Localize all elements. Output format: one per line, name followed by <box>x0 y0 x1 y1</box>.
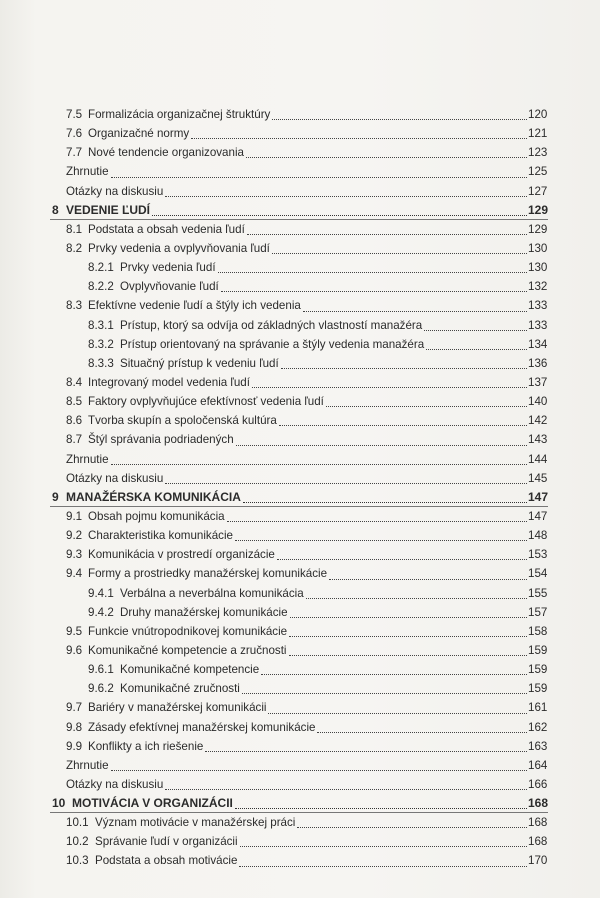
toc-entry-title: Komunikačné zručnosti <box>120 682 240 696</box>
toc-entry-row[interactable] <box>0 182 600 201</box>
dot-leader <box>277 559 527 560</box>
toc-page-number: 159 <box>528 643 548 657</box>
toc-entry-number: 8.7 <box>66 433 83 447</box>
toc-page-number: 129 <box>528 222 548 236</box>
toc-page-number: 168 <box>528 796 549 811</box>
toc-entry-row[interactable] <box>0 354 600 373</box>
toc-entry-title: Prvky vedenia a ovplyvňovania ľudí <box>88 241 270 255</box>
toc-page-number: 127 <box>528 184 548 198</box>
toc-entry-number: 9.4 <box>66 567 83 581</box>
dot-leader <box>297 827 527 828</box>
toc-entry-row[interactable] <box>0 564 600 583</box>
toc-entry-row[interactable] <box>0 450 600 469</box>
toc-entry-row[interactable] <box>0 698 600 717</box>
toc-page-number: 132 <box>528 280 548 294</box>
toc-page-number: 133 <box>528 299 548 313</box>
toc-entry-row[interactable] <box>0 220 600 239</box>
toc-entry-number: 8.6 <box>66 414 83 428</box>
dot-leader <box>111 177 527 178</box>
toc-page-number: 162 <box>528 720 548 734</box>
toc-entry-row[interactable] <box>0 718 600 737</box>
toc-entry-title: Význam motivácie v manažérskej práci <box>95 816 296 830</box>
toc-page-number: 145 <box>528 471 548 485</box>
toc-page-number: 147 <box>528 509 548 523</box>
toc-entry-row[interactable] <box>0 392 600 411</box>
toc-page-number: 163 <box>528 739 548 753</box>
dot-leader <box>111 770 527 771</box>
toc-entry-title: Charakteristika komunikácie <box>88 529 233 543</box>
dot-leader <box>252 387 527 388</box>
toc-entry-number: 7.6 <box>66 127 83 141</box>
dot-leader <box>165 483 527 484</box>
toc-entry-row[interactable] <box>0 162 600 181</box>
toc-entry-row[interactable] <box>0 660 600 679</box>
toc-entry-title: MOTIVÁCIA V ORGANIZÁCII <box>72 796 233 811</box>
dot-leader <box>289 636 527 637</box>
toc-entry-title: Obsah pojmu komunikácia <box>88 509 225 523</box>
toc-entry-number: 9.4.2 <box>88 605 114 619</box>
toc-entry-number: 8.5 <box>66 395 83 409</box>
toc-entry-row[interactable] <box>0 124 600 143</box>
toc-page-number: 134 <box>528 337 548 351</box>
toc-entry-row[interactable] <box>0 584 600 603</box>
toc-entry-number: 9.6.1 <box>88 663 114 677</box>
dot-leader <box>165 196 527 197</box>
toc-page-number: 154 <box>528 567 548 581</box>
toc-entry-number: 9.5 <box>66 624 83 638</box>
toc-entry-title: Formy a prostriedky manažérskej komunikácie <box>88 567 328 581</box>
toc-entry-row[interactable] <box>0 373 600 392</box>
dot-leader <box>272 119 527 120</box>
dot-leader <box>329 579 527 580</box>
toc-entry-row[interactable] <box>0 430 600 449</box>
toc-entry-number: 8.2.1 <box>88 261 114 275</box>
toc-page-number: 168 <box>528 835 548 849</box>
dot-leader <box>326 406 527 407</box>
toc-page-number: 159 <box>528 663 548 677</box>
toc-entry-title: Konflikty a ich riešenie <box>88 739 204 753</box>
toc-entry-row[interactable] <box>0 105 600 124</box>
toc-entry-row[interactable] <box>0 813 600 832</box>
toc-entry-number: 9.6 <box>66 643 83 657</box>
toc-entry-title: Tvorba skupín a spoločenská kultúra <box>88 414 277 428</box>
toc-page-number: 140 <box>528 395 548 409</box>
toc-entry-title: Otázky na diskusiu <box>66 777 164 791</box>
toc-page-number: 168 <box>528 816 548 830</box>
toc-entry-title: Podstata a obsah motivácie <box>95 854 238 868</box>
toc-entry-title: Zhrnutie <box>66 165 109 179</box>
dot-leader <box>165 789 527 790</box>
toc-entry-row[interactable] <box>0 851 600 870</box>
toc-entry-row[interactable] <box>0 277 600 296</box>
toc-page-number: 130 <box>528 261 548 275</box>
toc-entry-row[interactable] <box>0 526 600 545</box>
toc-entry-number: 8.2 <box>66 241 83 255</box>
toc-entry-row[interactable] <box>0 258 600 277</box>
toc-entry-title: Faktory ovplyvňujúce efektívnosť vedenia ľudí <box>88 395 324 409</box>
dot-leader <box>205 751 527 752</box>
toc-page-number: 144 <box>528 452 548 466</box>
toc-entry-title: Komunikačné kompetencie a zručnosti <box>88 643 287 657</box>
toc-entry-row[interactable] <box>0 679 600 698</box>
toc-entry-title: Komunikačné kompetencie <box>120 663 260 677</box>
toc-entry-title: Otázky na diskusiu <box>66 471 164 485</box>
toc-entry-number: 9.7 <box>66 701 83 715</box>
toc-entry-title: Bariéry v manažérskej komunikácii <box>88 701 267 715</box>
toc-entry-row[interactable] <box>0 832 600 851</box>
toc-entry-title: Formalizácia organizačnej štruktúry <box>88 108 271 121</box>
dot-leader <box>221 291 527 292</box>
toc-page-number: 123 <box>528 146 548 160</box>
toc-entry-title: Otázky na diskusiu <box>66 184 164 198</box>
toc-entry-title: Verbálna a neverbálna komunikácia <box>120 586 304 600</box>
toc-page-number: 125 <box>528 165 548 179</box>
toc-page-number: 121 <box>528 127 548 141</box>
toc-entry-number: 9.1 <box>66 509 83 523</box>
dot-leader <box>235 808 527 809</box>
toc-entry-number: 8 <box>52 202 59 217</box>
toc-page-number: 155 <box>528 586 548 600</box>
toc-entry-number: 7.7 <box>66 146 83 160</box>
dot-leader <box>424 330 527 331</box>
toc-entry-number: 8.4 <box>66 375 83 389</box>
dot-leader <box>243 502 527 503</box>
dot-leader <box>247 234 527 235</box>
dot-leader <box>240 846 527 847</box>
toc-page-number: 137 <box>528 375 548 389</box>
toc-entry-number: 10 <box>52 796 66 811</box>
toc-page-number: 130 <box>528 241 548 255</box>
dot-leader <box>272 253 527 254</box>
toc-page-number: 129 <box>528 202 549 217</box>
toc-page-number: 170 <box>528 854 548 868</box>
toc-page-number: 157 <box>528 605 548 619</box>
toc-entry-number: 10.1 <box>66 816 89 830</box>
dot-leader <box>242 693 527 694</box>
toc-entry-row[interactable] <box>0 316 600 335</box>
toc-entry-title: VEDENIE ĽUDÍ <box>66 202 151 217</box>
toc-page-number: 148 <box>528 529 548 543</box>
toc-chapter-row[interactable] <box>0 201 600 220</box>
toc-chapter-row[interactable] <box>0 488 600 507</box>
toc-page-number: 147 <box>528 489 549 504</box>
toc-entry-number: 7.5 <box>66 108 83 121</box>
toc-entry-title: Situačný prístup k vedeniu ľudí <box>120 356 279 370</box>
toc-entry-title: Nové tendencie organizovania <box>88 146 244 160</box>
toc-page-number: 153 <box>528 548 548 562</box>
dot-leader <box>261 674 527 675</box>
toc-page-number: 159 <box>528 682 548 696</box>
toc-entry-row[interactable] <box>0 296 600 315</box>
toc-entry-title: Prístup, ktorý sa odvíja od základných vlastností manažéra <box>120 318 423 332</box>
toc-entry-row[interactable] <box>0 641 600 660</box>
toc-entry-number: 9 <box>52 489 59 504</box>
toc-page-number: 120 <box>528 108 548 121</box>
toc-entry-row[interactable] <box>0 545 600 564</box>
toc-entry-title: Štýl správania podriadených <box>88 433 234 447</box>
toc-entry-number: 9.6.2 <box>88 682 114 696</box>
toc-entry-row[interactable] <box>0 756 600 775</box>
dot-leader <box>426 349 527 350</box>
dot-leader <box>289 655 527 656</box>
dot-leader <box>111 464 527 465</box>
toc-entry-title: Druhy manažérskej komunikácie <box>120 605 288 619</box>
toc-entry-title: Integrovaný model vedenia ľudí <box>88 375 250 389</box>
toc-page-number: 133 <box>528 318 548 332</box>
toc-entry-title: Funkcie vnútropodnikovej komunikácie <box>88 624 288 638</box>
toc-entry-number: 9.2 <box>66 529 83 543</box>
dot-leader <box>246 157 527 158</box>
dot-leader <box>281 368 527 369</box>
toc-entry-title: Efektívne vedenie ľudí a štýly ich vedenia <box>88 299 301 313</box>
toc-entry-number: 9.4.1 <box>88 586 114 600</box>
dot-leader <box>317 732 527 733</box>
toc-entry-row[interactable] <box>0 335 600 354</box>
toc-entry-title: Zhrnutie <box>66 452 109 466</box>
toc-entry-row[interactable] <box>0 737 600 756</box>
toc-entry-row[interactable] <box>0 507 600 526</box>
dot-leader <box>239 866 527 867</box>
toc-entry-title: Zhrnutie <box>66 758 109 772</box>
toc-entry-number: 10.2 <box>66 835 89 849</box>
toc-entry-title: Zásady efektívnej manažérskej komunikácie <box>88 720 316 734</box>
dot-leader <box>236 445 527 446</box>
toc-page-number: 161 <box>528 701 548 715</box>
dot-leader <box>279 425 527 426</box>
toc-entry-row[interactable] <box>0 622 600 641</box>
dot-leader <box>290 617 527 618</box>
toc-page-number: 142 <box>528 414 548 428</box>
toc-entry-row[interactable] <box>0 775 600 794</box>
toc-entry-title: Prvky vedenia ľudí <box>120 261 216 275</box>
dot-leader <box>191 138 527 139</box>
toc-entry-number: 8.3.2 <box>88 337 114 351</box>
toc-entry-number: 10.3 <box>66 854 89 868</box>
toc-page-number: 136 <box>528 356 548 370</box>
toc-entry-number: 8.3.3 <box>88 356 114 370</box>
toc-entry-title: Komunikácia v prostredí organizácie <box>88 548 275 562</box>
dot-leader <box>227 521 527 522</box>
toc-entry-row[interactable] <box>0 239 600 258</box>
toc-entry-row[interactable] <box>0 411 600 430</box>
toc-entry-row[interactable] <box>0 143 600 162</box>
toc-page-number: 164 <box>528 758 548 772</box>
toc-entry-number: 8.1 <box>66 222 83 236</box>
toc-entry-title: MANAŽÉRSKA KOMUNIKÁCIA <box>66 489 241 504</box>
toc-entry-row[interactable] <box>0 603 600 622</box>
dot-leader <box>235 540 527 541</box>
toc-entry-number: 9.8 <box>66 720 83 734</box>
toc-page-number: 158 <box>528 624 548 638</box>
toc-entry-number: 8.3.1 <box>88 318 114 332</box>
dot-leader <box>152 215 527 216</box>
toc-entry-number: 8.3 <box>66 299 83 313</box>
toc-entry-title: Správanie ľudí v organizácii <box>95 835 238 849</box>
toc-page-number: 166 <box>528 777 548 791</box>
table-of-contents <box>0 105 600 871</box>
dot-leader <box>303 311 527 312</box>
toc-entry-row[interactable] <box>0 469 600 488</box>
toc-page-number: 143 <box>528 433 548 447</box>
toc-entry-title: Ovplyvňovanie ľudí <box>120 280 219 294</box>
toc-entry-title: Podstata a obsah vedenia ľudí <box>88 222 245 236</box>
dot-leader <box>218 272 527 273</box>
toc-entry-number: 9.9 <box>66 739 83 753</box>
toc-entry-title: Organizačné normy <box>88 127 190 141</box>
toc-entry-number: 9.3 <box>66 548 83 562</box>
toc-chapter-row[interactable] <box>0 794 600 813</box>
toc-entry-number: 8.2.2 <box>88 280 114 294</box>
dot-leader <box>306 598 527 599</box>
dot-leader <box>268 713 527 714</box>
toc-entry-title: Prístup orientovaný na správanie a štýly vedenia manažéra <box>120 337 425 351</box>
